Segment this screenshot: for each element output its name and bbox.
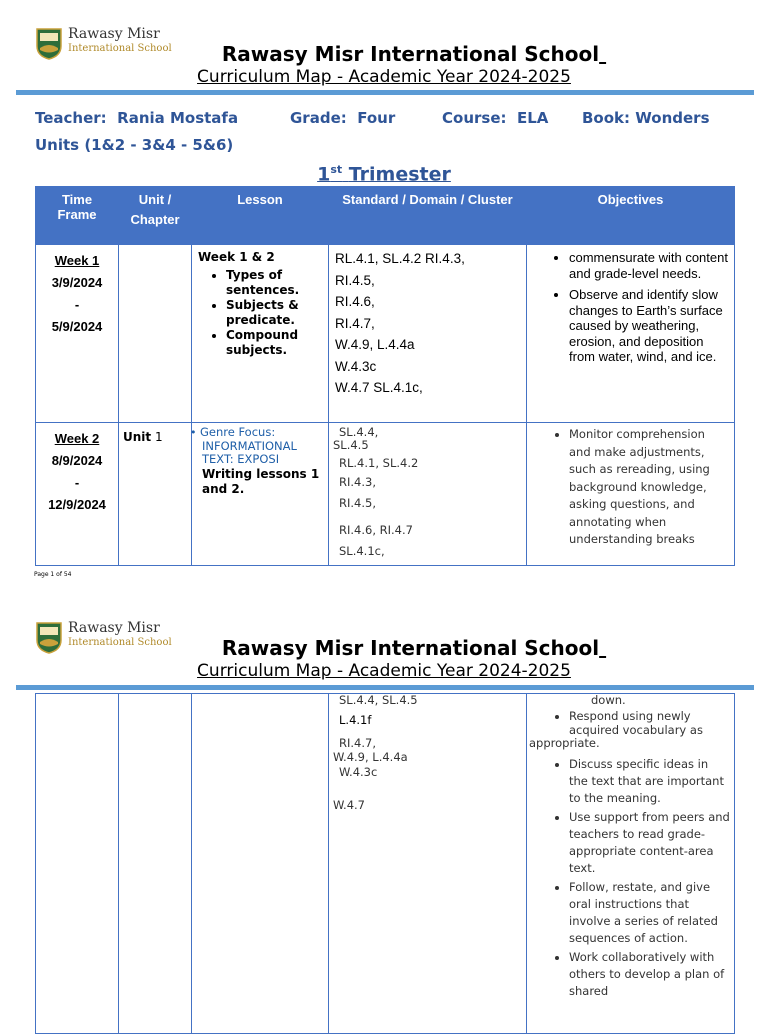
- standard-item: RI.4.7,: [335, 315, 375, 331]
- standard-item: SL.4.1c,: [339, 544, 385, 558]
- week-label: Week 1: [54, 253, 100, 268]
- header-lesson: Lesson: [192, 187, 329, 245]
- lesson-cell: [192, 423, 329, 566]
- table-row: [36, 245, 735, 423]
- standard-item: SL.4.4,: [339, 425, 379, 439]
- lesson-item: • Types of sentences.: [226, 268, 324, 298]
- school-title-text: Rawasy Misr International School: [221, 636, 600, 660]
- standard-item: RI.4.5,: [339, 496, 376, 510]
- objective-continuation: down.: [591, 693, 626, 707]
- week-end: 12/9/2024: [48, 497, 106, 512]
- school-title: [0, 42, 768, 66]
- school-title: [0, 636, 768, 660]
- course-label: Course:: [442, 109, 507, 127]
- lesson-title: Week 1 & 2: [198, 250, 275, 264]
- standard-item: RI.4.7,: [339, 736, 376, 750]
- header-time-frame: Time Frame: [36, 187, 119, 245]
- logo-name: Rawasy Misr: [68, 26, 160, 42]
- table-header-row: [36, 187, 735, 245]
- lesson-item: • Subjects & predicate.: [226, 298, 324, 328]
- table-row: [36, 694, 735, 1034]
- teacher-value: Rania Mostafa: [117, 109, 239, 127]
- objective-item: • Follow, restate, and give oral instructions that involve a series of related sequences of action.: [569, 879, 730, 947]
- standard-item: RI.4.3,: [339, 475, 376, 489]
- logo-subtitle: International School: [68, 637, 172, 648]
- time-frame-cell: [36, 694, 119, 1034]
- header-divider: [16, 90, 754, 95]
- week-start: 8/9/2024: [51, 453, 103, 468]
- grade-info: [290, 109, 395, 127]
- grade-value: Four: [357, 109, 396, 127]
- unit-cell: [119, 423, 192, 566]
- unit-number: 1: [154, 430, 163, 444]
- time-frame-cell: Week 1 3/9/2024 - 5/9/2024: [36, 245, 119, 423]
- week-start: 3/9/2024: [51, 275, 103, 290]
- course-info: [442, 109, 548, 127]
- standard-item: W.4.9, L.4.4a: [333, 750, 408, 764]
- trimester-suffix: st: [330, 163, 343, 176]
- curriculum-title: Curriculum Map - Academic Year 2024-2025: [197, 661, 571, 681]
- lesson-cell: [192, 245, 329, 423]
- curriculum-table-continued: [35, 693, 735, 1034]
- standard-item: L.4.1f: [339, 713, 372, 727]
- trimester-heading: [0, 163, 768, 185]
- header-standard: Standard / Domain / Cluster: [329, 187, 527, 245]
- standard-item: W.4.3c: [335, 358, 377, 374]
- book-info: [582, 109, 710, 127]
- logo-subtitle: International School: [68, 43, 172, 54]
- writing-lessons: Writing lessons 1 and 2.: [202, 466, 320, 496]
- standard-item: RI.4.5,: [335, 272, 375, 288]
- header-objectives: Objectives: [527, 187, 735, 245]
- header-unit-chapter: Unit / Chapter: [119, 187, 192, 245]
- standard-item: W.4.9, L.4.4a: [335, 337, 415, 352]
- lesson-cell: [192, 694, 329, 1034]
- school-title-text: Rawasy Misr International School: [221, 42, 600, 66]
- trimester-label: Trimester: [348, 163, 451, 186]
- standard-cell: [329, 694, 527, 1034]
- standard-item: RI.4.6, RI.4.7: [339, 523, 413, 537]
- objective-item: • Discuss specific ideas in the text that are important to the meaning.: [569, 756, 730, 807]
- curriculum-table: [35, 186, 735, 566]
- time-frame-cell: Week 2 8/9/2024 - 12/9/2024: [36, 423, 119, 566]
- objective-item: • Use support from peers and teachers to read grade-appropriate content-area text.: [569, 809, 730, 877]
- standard-item: SL.4.5: [333, 438, 369, 452]
- genre-focus: Genre Focus: INFORMATIONAL TEXT: EXPOSI: [200, 425, 297, 466]
- standard-item: RL.4.1, SL.4.2: [339, 456, 419, 470]
- unit-cell: [119, 694, 192, 1034]
- objectives-cell: [527, 423, 735, 566]
- curriculum-title: Curriculum Map - Academic Year 2024-2025: [197, 67, 571, 87]
- standard-item: RI.4.6,: [335, 294, 375, 309]
- unit-label: Unit: [123, 430, 152, 444]
- objective-item: • Monitor comprehension and make adjustments, such as rereading, using background knowledge, asking questions, and annotating when understanding breaks: [569, 426, 730, 549]
- course-value: ELA: [516, 109, 549, 127]
- page-number: Page 1 of 54: [34, 571, 72, 578]
- objectives-cell: [527, 694, 735, 1034]
- standard-item: SL.4.4, SL.4.5: [339, 693, 418, 707]
- week-label: Week 2: [54, 431, 100, 446]
- standard-item: W.4.3c: [339, 765, 378, 779]
- teacher-info: [35, 109, 238, 127]
- grade-label: Grade:: [290, 109, 347, 127]
- objectives-cell: [527, 245, 735, 423]
- trimester-number: 1: [317, 163, 331, 186]
- objective-item: • Respond using newly acquired vocabulary as: [569, 710, 730, 737]
- page-2: [0, 600, 768, 1024]
- logo-name: Rawasy Misr: [68, 620, 160, 636]
- teacher-label: Teacher:: [35, 109, 107, 127]
- objective-item-continued: appropriate.: [529, 736, 600, 750]
- lesson-item: • Compound subjects.: [226, 328, 324, 358]
- units-line: Units (1&2 - 3&4 - 5&6): [35, 136, 234, 154]
- bullet-icon: •: [190, 426, 197, 439]
- standard-cell: [329, 423, 527, 566]
- book-label: Book:: [582, 109, 631, 127]
- standard-item: W.4.7: [333, 798, 365, 812]
- week-end: 5/9/2024: [51, 319, 103, 334]
- standard-item: W.4.7 SL.4.1c,: [335, 380, 423, 395]
- standard-cell: [329, 245, 527, 423]
- objective-item: • Work collaboratively with others to develop a plan of shared: [569, 949, 730, 1000]
- table-row: [36, 423, 735, 566]
- unit-cell: [119, 245, 192, 423]
- standard-item: RL.4.1, SL.4.2 RI.4.3,: [335, 251, 465, 266]
- objective-item: • Observe and identify slow changes to Earth’s surface caused by weathering, erosion, and deposition from water, wind, and ice.: [569, 287, 730, 365]
- objective-item: • commensurate with content and grade-level needs.: [569, 250, 730, 281]
- lesson-list: [196, 268, 324, 358]
- header-divider: [16, 685, 754, 690]
- book-value: Wonders: [635, 109, 710, 127]
